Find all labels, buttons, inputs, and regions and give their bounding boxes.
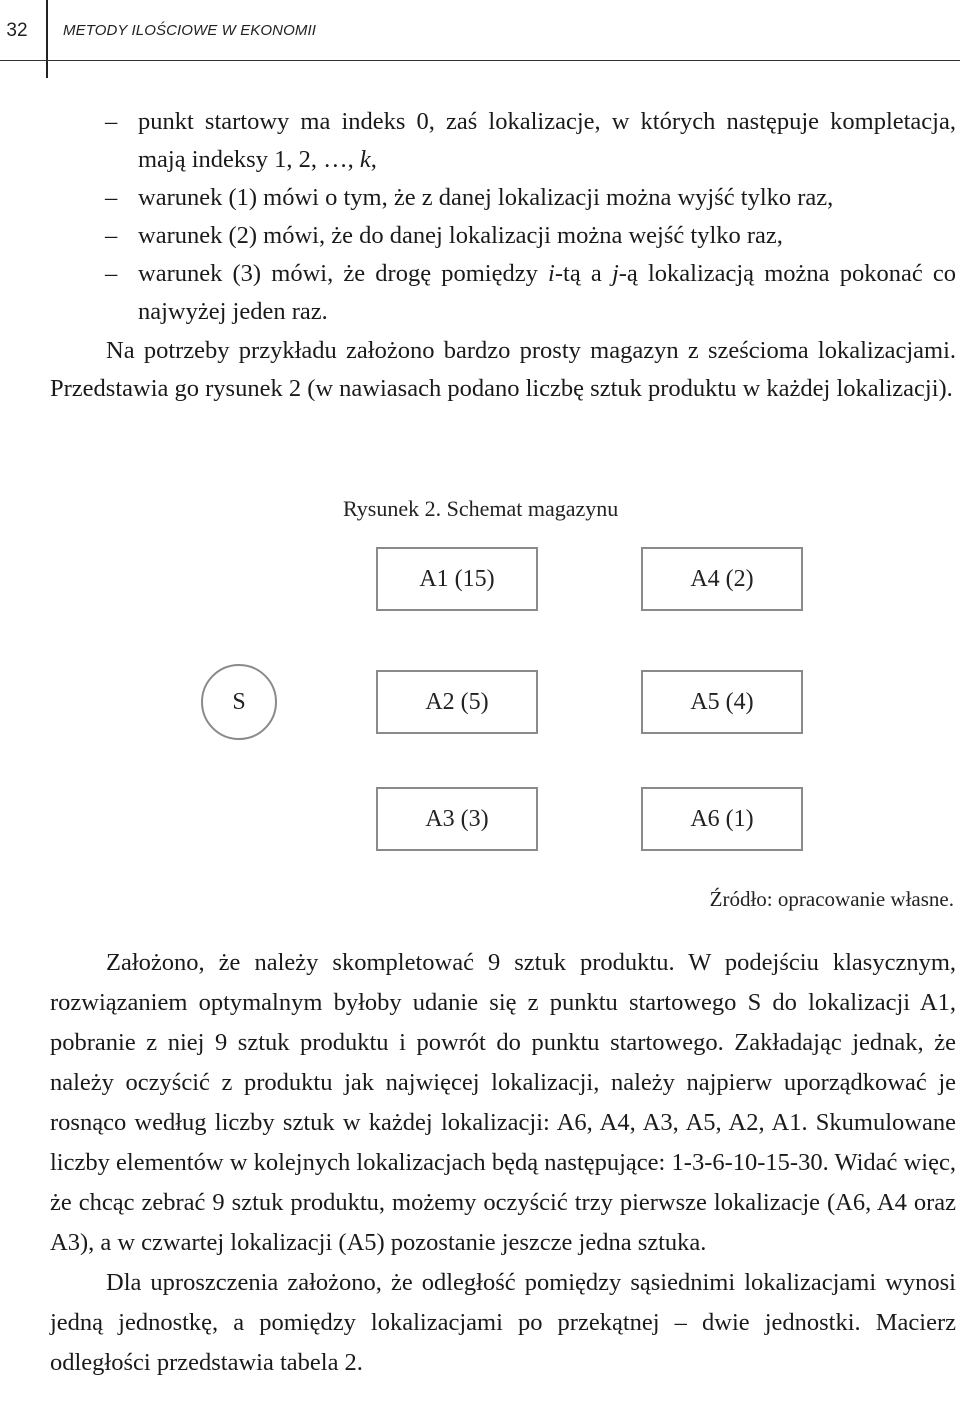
list-item-italic: k [359,146,371,173]
location-box-a5: A5 (4) [641,670,803,734]
location-box-a4: A4 (2) [641,547,803,611]
list-dash: – [105,260,118,287]
list-item-text: , [370,146,377,173]
list-item-italic: j [611,260,619,287]
paragraph-assumption: Założono, że należy skompletować 9 sztuk produktu. W podejściu klasycznym, rozwiązaniem optymalnym byłoby udanie się z punktu startowego S do lokalizacji A1, pobranie z niej 9 sztuk produktu i powrót do punktu startowego. Zakładając jednak, że należy oczyścić z produktu jak najwięcej lokalizacji, należy najpierw uporządkować je rosnąco według liczby sztuk w każdej lokalizacji: A6, A4, A3, A5, A2, A1. Skumulowane liczby elementów w kolejnych lokalizacjach będą następujące: 1-3-6-10-15-30. Widać więc, że chcąc zebrać 9 sztuk produktu, możemy oczyścić trzy pierwsze lokalizacje (A6, A4 oraz A3), a w czwartej lokalizacji (A5) pozostanie jeszcze jedna sztuka. [50,949,956,1256]
page-number: 32 [6,20,28,41]
body-text-bottom [50,943,956,1383]
warehouse-figure [0,490,960,920]
list-item [50,255,956,331]
page-header [0,0,960,80]
start-node: S [201,664,277,740]
list-dash: – [105,222,118,249]
condition-list [50,103,956,331]
list-dash: – [105,108,118,135]
body-text-top [50,103,956,408]
location-box-a6: A6 (1) [641,787,803,851]
list-item-text: -ą lokalizacją można pokonać co najwyżej jeden raz. [138,260,957,325]
location-box-a2: A2 (5) [376,670,538,734]
list-item-italic: i [548,260,555,287]
list-item-text: punkt startowy ma indeks 0, zaś lokalizacje, w których następuje kompletacja, mają indeksy 1, 2, …, [138,108,956,173]
list-item [50,103,956,179]
list-item [50,217,956,255]
location-box-a3: A3 (3) [376,787,538,851]
figure-source: Źródło: opracowanie własne. [709,887,954,911]
header-horizontal-rule [0,60,960,61]
list-item [50,179,956,217]
paragraph-distance: Dla uproszczenia założono, że odległość pomiędzy sąsiednimi lokalizacjami wynosi jedną jednostkę, a pomiędzy lokalizacjami po przekątnej – dwie jednostki. Macierz odległości przedstawia tabela 2. [50,1269,956,1376]
list-item-text: warunek (2) mówi, że do danej lokalizacji można wejść tylko raz, [138,222,783,249]
list-item-text: warunek (1) mówi o tym, że z danej lokalizacji można wyjść tylko raz, [138,184,834,211]
intro-paragraph: Na potrzeby przykładu założono bardzo prosty magazyn z sześcioma lokalizacjami. Przedstawia go rysunek 2 (w nawiasach podano liczbę sztuk produktu w każdej lokalizacji). [50,337,956,402]
list-item-text: -tą a [554,260,612,287]
running-title: METODY ILOŚCIOWE W EKONOMII [63,22,317,39]
list-dash: – [105,184,118,211]
list-item-text: warunek (3) mówi, że drogę pomiędzy [138,260,549,287]
location-box-a1: A1 (15) [376,547,538,611]
header-vertical-rule [46,0,48,78]
figure-caption: Rysunek 2. Schemat magazynu [343,496,619,521]
